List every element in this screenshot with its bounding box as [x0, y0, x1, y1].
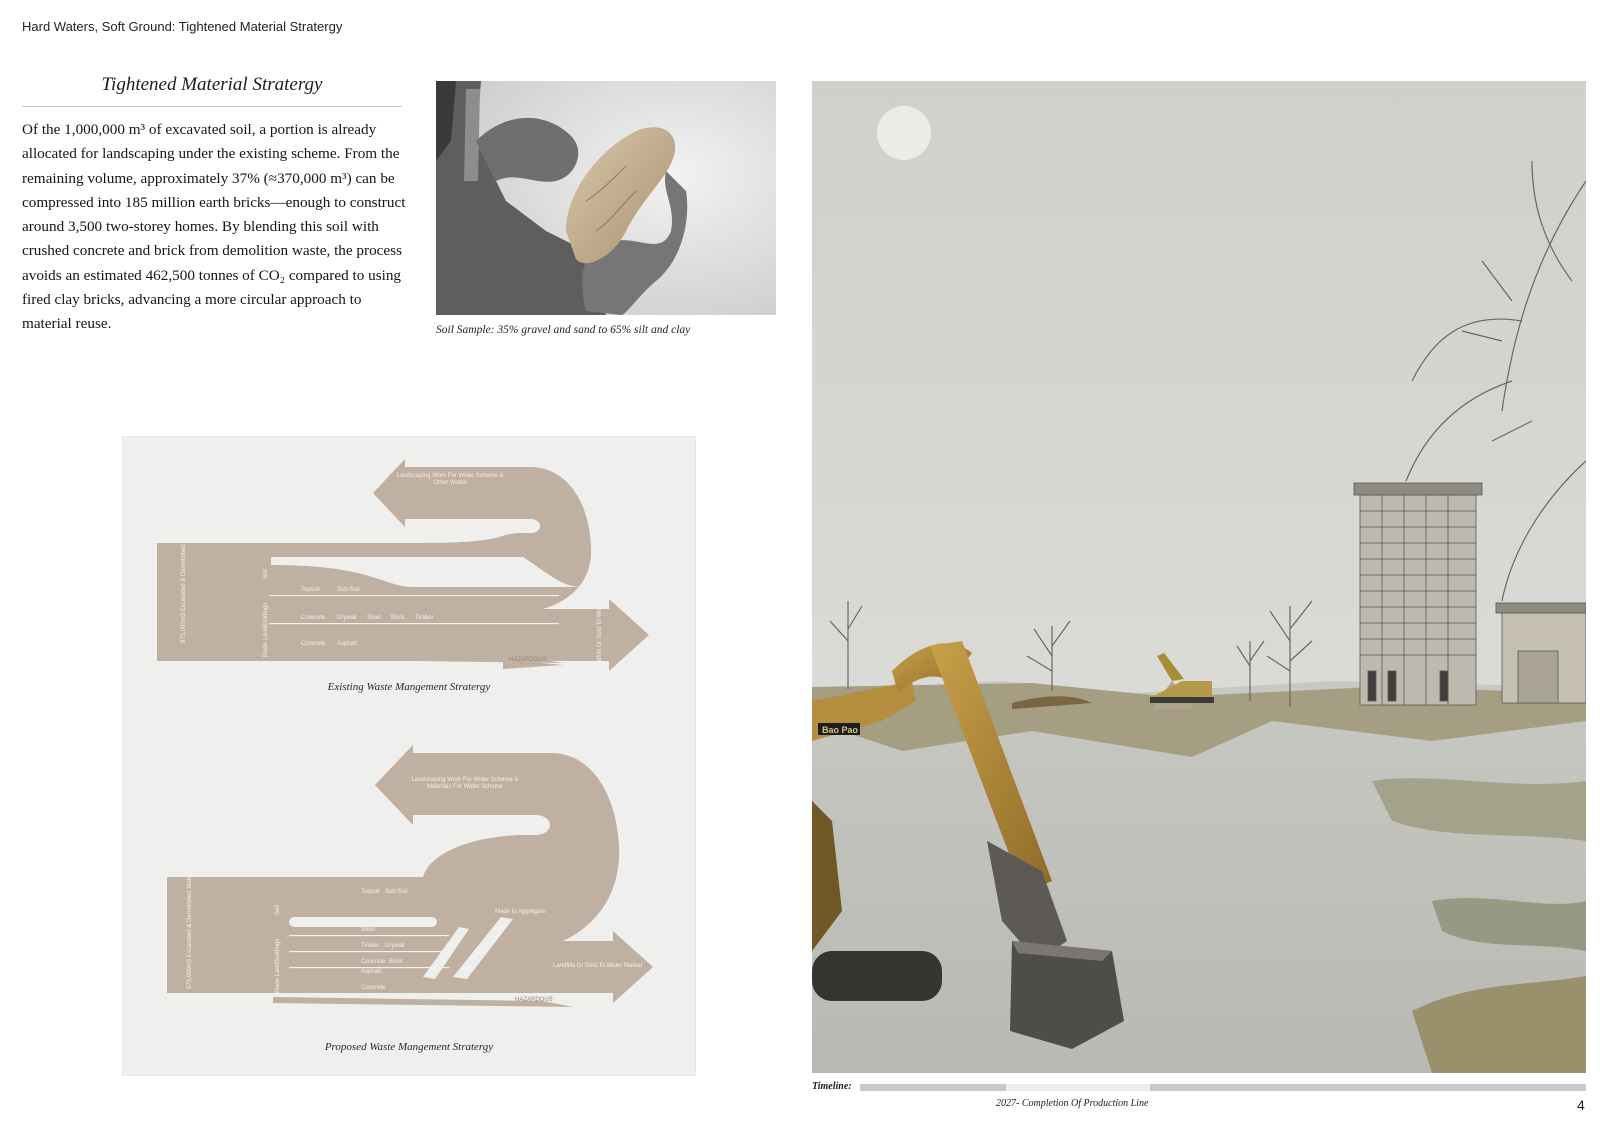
proposed-hazardous-label: HAZARDOUS: [515, 997, 553, 1003]
existing-material-concrete: Concrete: [301, 615, 326, 621]
existing-material-brick: Brick: [391, 615, 405, 621]
excavator-brand-text: Bao Pao: [822, 725, 859, 735]
proposed-material-concrete-2: Concrete: [361, 985, 386, 991]
existing-source-label: 975,000m3 Excavated & Demolished Materials: [181, 518, 187, 643]
existing-material-asphalt: Asphalt: [337, 641, 358, 647]
existing-category-buildings: Buildings: [263, 602, 269, 627]
running-header: Hard Waters, Soft Ground: Tightened Material Stratergy: [22, 19, 343, 34]
proposed-diagram-caption: Proposed Waste Mangement Stratergy: [324, 1041, 494, 1053]
site-render-image: [812, 81, 1586, 1073]
proposed-landfill-label: Landfills Or Sold To Wider Market: [553, 963, 643, 969]
section-title: Tightened Material Stratergy: [101, 74, 323, 95]
proposed-material-asphalt: Asphalt: [361, 969, 382, 975]
soil-sample-caption: Soil Sample: 35% gravel and sand to 65% silt and clay: [436, 324, 691, 336]
proposed-material-topsoil: Topsoil: [361, 889, 380, 895]
title-divider: [22, 106, 402, 107]
proposed-material-timber: Timber: [361, 943, 380, 949]
existing-material-drywall: Drywall: [337, 615, 357, 621]
existing-material-timber: Timber: [415, 615, 434, 621]
existing-category-made-land: Made Land: [263, 626, 269, 657]
existing-material-steel: Steel: [367, 615, 381, 621]
proposed-top-flow-label: Landscaping Work For Wider Scheme & Materials For Wider Scheme: [411, 777, 519, 790]
timeline-current-segment: [1006, 1084, 1150, 1091]
existing-top-flow-label: Landscaping Work For Wider Scheme & Other Works: [396, 473, 504, 486]
waste-diagram-panel: [122, 436, 696, 1076]
proposed-category-buildings: Buildings: [275, 938, 281, 963]
existing-diagram-caption: Existing Waste Mangement Stratergy: [327, 681, 491, 693]
existing-material-topsoil: Topsoil: [301, 587, 320, 593]
page-number: 4: [1577, 1097, 1585, 1113]
proposed-category-soil: Soil: [275, 904, 281, 915]
proposed-aggregate-label: Made to Aggregate: [495, 909, 546, 915]
proposed-material-steel: Steel: [361, 927, 375, 933]
timeline-milestone: 2027- Completion Of Production Line: [996, 1098, 1149, 1109]
timeline-track: [860, 1084, 1586, 1091]
proposed-material-concrete: Concrete: [361, 959, 386, 965]
proposed-material-drywall: Drywall: [385, 943, 405, 949]
proposed-material-subsoil: Sub-Soil: [385, 889, 408, 895]
waste-flow-diagrams: [123, 437, 695, 1075]
existing-hazardous-label: HAZARDOUS: [509, 657, 547, 663]
body-paragraph: Of the 1,000,000 m³ of excavated soil, a portion is already allocated for landscaping under the existing scheme. From the remaining volume, approximately 37% (≈370,000 m³) can be compressed into 185 million earth bricks—enough to construct around 3,500 two-storey homes. By blending this soil with crushed concrete and brick from demolition waste, the process avoids an estimated 462,500 tonnes of CO₂ compared to using fired clay bricks, advancing a more circular approach to material reuse.: [22, 121, 406, 333]
proposed-category-made-land: Made Land: [275, 962, 281, 993]
existing-material-subsoil: Sub-Soil: [337, 587, 360, 593]
timeline-label: Timeline:: [812, 1081, 852, 1092]
proposed-material-brick: Brick: [389, 959, 403, 965]
soil-sample-photo: [436, 81, 776, 315]
existing-material-concrete-2: Concrete: [301, 641, 326, 647]
existing-landfill-label: Landfills Or Sold To Wider Market: [597, 581, 603, 671]
existing-category-soil: Soil: [263, 568, 269, 579]
proposed-source-label: 975,000m3 Excavated & Demolished Materials: [187, 864, 193, 989]
